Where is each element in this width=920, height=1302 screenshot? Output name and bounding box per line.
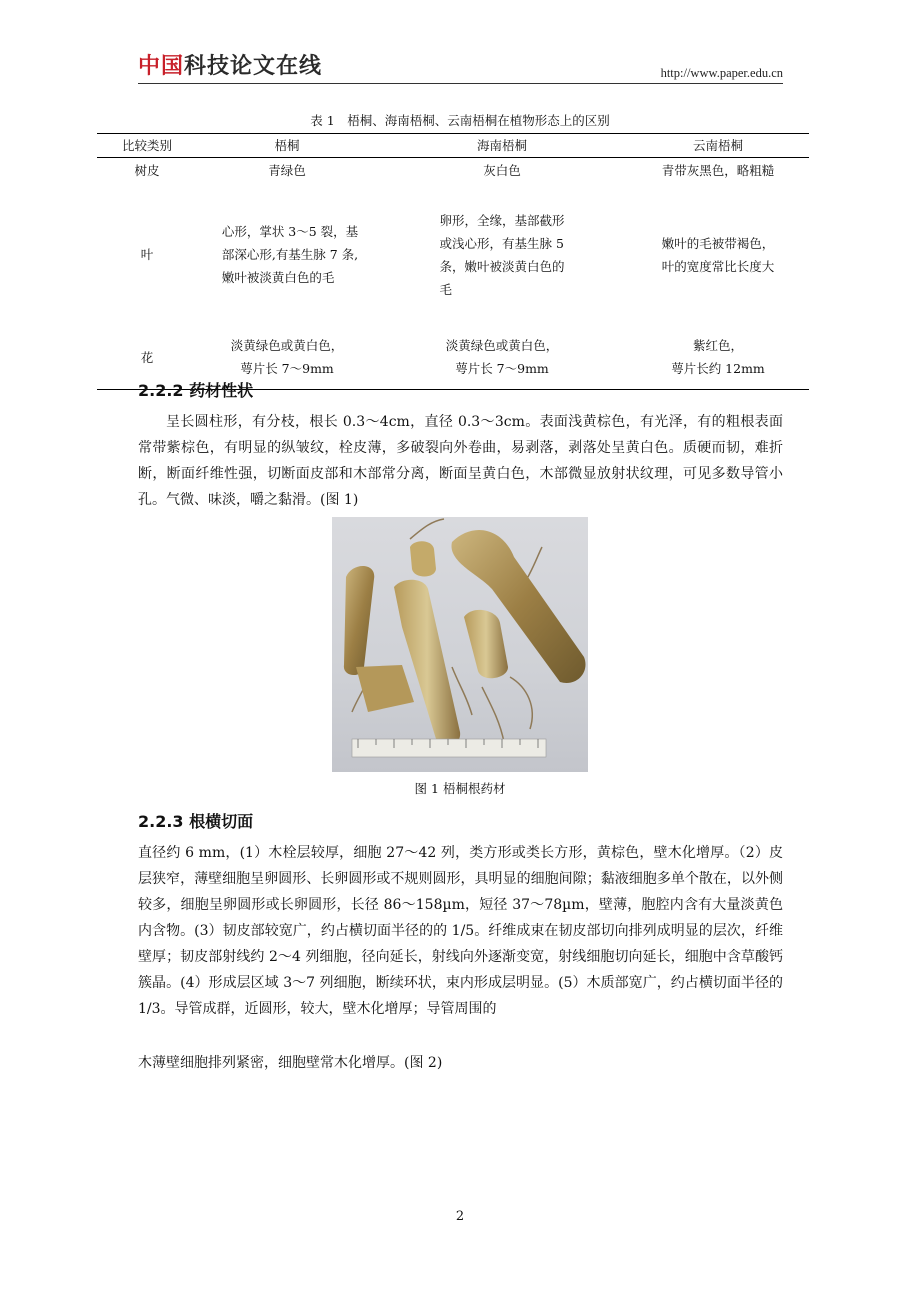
root-specimen-photo — [332, 517, 588, 772]
cell-line: 心形，掌状 3～5 裂，基 — [221, 224, 359, 239]
cell-line: 嫩叶的毛被带褐色， — [661, 235, 775, 251]
logo-part-1: 中国 — [138, 54, 185, 79]
table-header-row — [97, 134, 809, 158]
cell-line: 条，嫩叶被淡黄白色的 — [439, 258, 565, 274]
cell-line: 萼片长约 12mm — [671, 361, 765, 377]
logo-part-2: 科技论文在线 — [184, 54, 323, 79]
cell-line: 嫩叶被淡黄白色的毛 — [221, 270, 335, 285]
table-cell — [377, 158, 627, 184]
table-header-cell: 比较类别 — [121, 138, 172, 153]
cell-line: 萼片长 7～9mm — [240, 361, 334, 377]
cell-line: 灰白色 — [483, 163, 521, 179]
root-specimen-illustration — [332, 517, 588, 772]
journal-logo — [138, 52, 322, 82]
cell-line: 或浅心形，有基生脉 5 — [439, 235, 564, 251]
header-divider — [138, 83, 783, 84]
cell-line: 淡黄绿色或黄白色， — [230, 338, 344, 354]
table-row-leaf — [97, 184, 809, 326]
row-label: 花 — [140, 349, 154, 365]
header-url[interactable]: http://www.paper.edu.cn — [660, 66, 783, 80]
table-cell — [197, 184, 377, 326]
cell-line: 叶的宽度常比长度大 — [661, 258, 775, 274]
section-paragraph: 呈长圆柱形，有分枝，根长 0.3～4cm，直径 0.3～3cm。表面浅黄棕色，有光泽，有的粗根表面常带紫棕色，有明显的纵皱纹，栓皮薄，多破裂向外卷曲，易剥落，剥落处呈黄白色。质硬而韧，难折断，断面纤维性强，切断面皮部和木部常分离，断面呈黄白色，木部微显放射状纹理，可见多数导管小孔。气微、味淡，嚼之黏滑。(图 1) — [138, 414, 783, 508]
figure-caption: 图 1 梧桐根药材 — [414, 781, 506, 796]
table-cell — [627, 184, 809, 326]
cell-line: 卵形，全缘，基部截形 — [439, 212, 565, 228]
table-header-cell: 梧桐 — [274, 138, 300, 153]
cell-line: 青带灰黑色，略粗糙 — [661, 163, 775, 179]
cell-line: 部深心形,有基生脉 7 条, — [221, 247, 359, 262]
section-paragraph: 直径约 6 mm，(1）木栓层较厚，细胞 27～42 列，类方形或类长方形，黄棕色，壁木化增厚。（2）皮层狭窄，薄壁细胞呈卵圆形、长卵圆形或不规则圆形，具明显的细胞间隙；黏液细胞多单个散在，以外侧较多，细胞呈卵圆形或长卵圆形，长径 86～158µm，短径 37～78µm，壁薄，胞腔内含有大量淡黄色内含物。(3）韧皮部较宽广，约占横切面半径的的 1/5。纤维成束在韧皮部切向排列成明显的层次，纤维壁厚；韧皮部射线约 2～4 列细胞，径向延长，射线向外逐渐变宽，射线细胞切向延长，细胞中含草酸钙簇晶。(4）形成层区域 3～7 列细胞，断续环状，束内形成层明显。(5）木质部宽广，约占横切面半径的 1/3。导管成群，近圆形，较大，壁木化增厚；导管周围的 — [138, 845, 783, 1017]
row-label: 叶 — [140, 247, 154, 262]
section-title-2-2-2: 2.2.2 药材性状 — [138, 381, 254, 400]
table-cell — [197, 158, 377, 184]
table-cell — [377, 326, 627, 390]
comparison-table — [97, 133, 809, 390]
table-header-cell: 海南梧桐 — [476, 138, 527, 153]
cell-line: 紫红色， — [692, 338, 743, 354]
cell-line: 萼片长 7～9mm — [455, 361, 549, 377]
section-paragraph: 木薄壁细胞排列紧密，细胞壁常木化增厚。(图 2) — [138, 1055, 443, 1071]
page-number: 2 — [455, 1209, 465, 1224]
cell-line: 淡黄绿色或黄白色， — [445, 338, 559, 354]
table-cell — [627, 158, 809, 184]
table-cell — [377, 184, 627, 326]
section-title-2-2-3: 2.2.3 根横切面 — [138, 812, 254, 831]
row-label: 树皮 — [134, 163, 160, 179]
table-row-bark — [97, 158, 809, 184]
table-header-cell: 云南梧桐 — [692, 138, 743, 153]
cell-line: 毛 — [439, 281, 452, 297]
table-caption: 表 1 梧桐、海南梧桐、云南梧桐在植物形态上的区别 — [310, 113, 610, 128]
cell-line: 青绿色 — [268, 163, 306, 179]
table-cell — [627, 326, 809, 390]
